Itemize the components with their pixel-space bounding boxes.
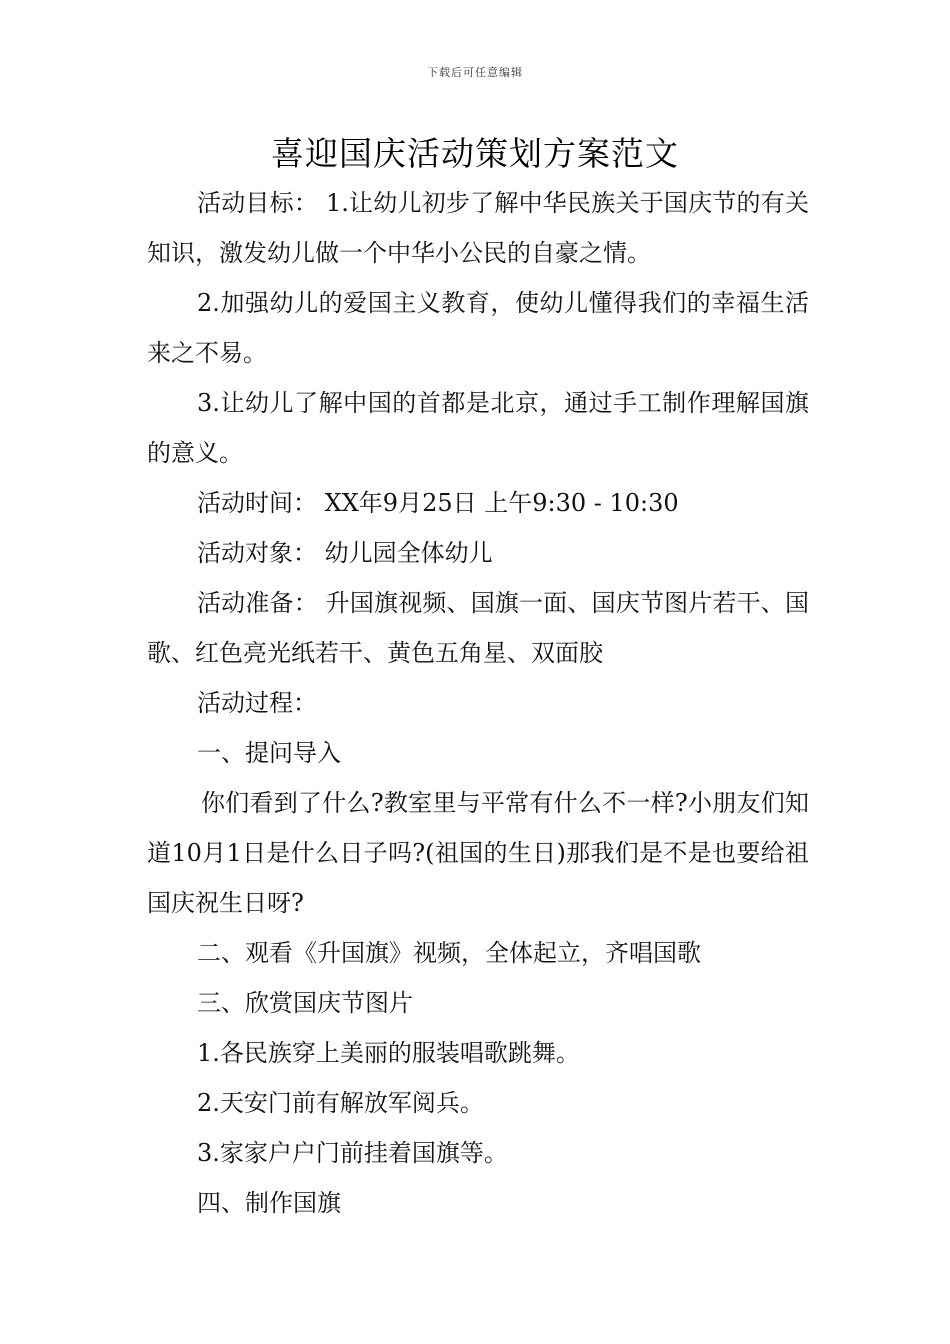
paragraph-activity-goal: 活动目标： 1.让幼儿初步了解中华民族关于国庆节的有关知识，激发幼儿做一个中华小公民的自豪之情。 — [147, 189, 809, 267]
list-item-3: 3.家家户户门前挂着国旗等。 — [197, 1139, 508, 1167]
paragraph-activity-preparation: 活动准备： 升国旗视频、国旗一面、国庆节图片若干、国歌、红色亮光纸若干、黄色五角星、双面胶 — [147, 589, 809, 667]
section-heading-3: 三、欣赏国庆节图片 — [197, 989, 413, 1017]
section-heading-4: 四、制作国旗 — [197, 1189, 341, 1217]
document-title: 喜迎国庆活动策划方案范文 — [271, 134, 679, 173]
header-note: 下载后可任意编辑 — [427, 66, 523, 79]
paragraph-questions: 你们看到了什么?教室里与平常有什么不一样?小朋友们知道10月1日是什么日子吗?(祖国的生日)那我们是不是也要给祖国庆祝生日呀? — [147, 789, 809, 917]
paragraph-activity-time: 活动时间： XX年9月25日 上午9:30 - 10:30 — [197, 489, 679, 517]
paragraph-activity-audience: 活动对象： 幼儿园全体幼儿 — [197, 539, 493, 567]
paragraph-goal-2: 2.加强幼儿的爱国主义教育，使幼儿懂得我们的幸福生活来之不易。 — [147, 289, 809, 367]
paragraph-goal-3: 3.让幼儿了解中国的首都是北京，通过手工制作理解国旗的意义。 — [147, 389, 809, 467]
document-body — [147, 178, 809, 1228]
section-heading-2: 二、观看《升国旗》视频，全体起立，齐唱国歌 — [197, 939, 701, 967]
list-item-2: 2.天安门前有解放军阅兵。 — [197, 1089, 484, 1117]
section-heading-1: 一、提问导入 — [197, 739, 341, 767]
paragraph-activity-process: 活动过程： — [197, 689, 317, 717]
list-item-1: 1.各民族穿上美丽的服装唱歌跳舞。 — [197, 1039, 580, 1067]
